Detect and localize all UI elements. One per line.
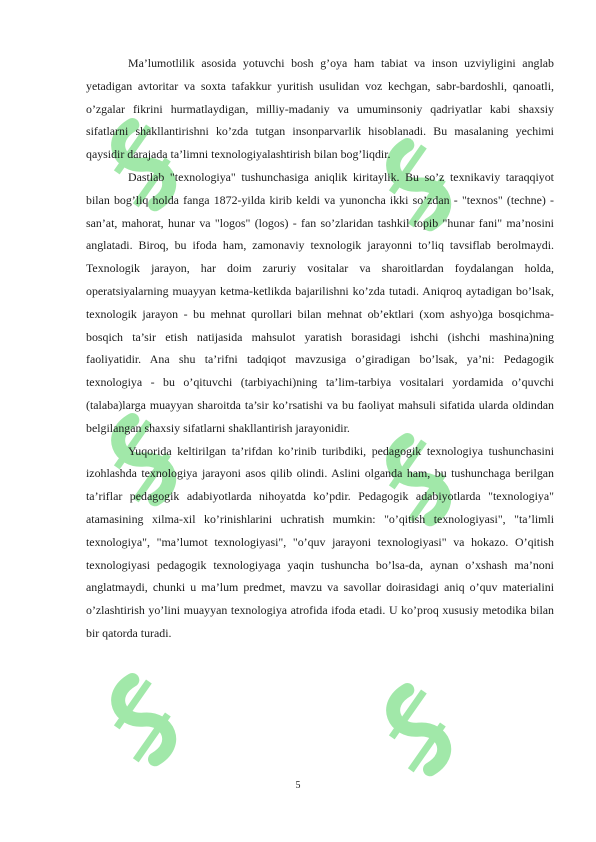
watermark-icon bbox=[374, 682, 461, 778]
paragraph: Dastlab "texnologiya" tushunchasiga aniqlik kiritaylik. Bu so’z texnikaviy taraqqiyot bilan bog’liq holda fanga 1872-yilda kirib keldi va yunoncha ikki so’zdan - "texnos" (techne) - san’at, mahorat, hunar va "logos" (logos) - fan so’zlaridan tashkil topib "hunar fani" ma’nosini anglatadi. Biroq, bu ifoda ham, zamonaviy texnologik jarayonni to’liq tavsiflab berolmaydi. Texnologik jarayon, har doim zaruriy vositalar va sharoitlardan foydalangan holda, operatsiyalarning muayyan ketma-ketlikda bajarilishni ko’zda tutadi. Aniqroq aytadigan bo’lsak, texnologik jarayon - bu mehnat qurollari bilan mehnat ob’ektlari (xom ashyo)ga bosqichma-bosqich ta’sir etish natijasida mahsulot yaratish borasidagi ishchi (ishchi mashina)ning faoliyatidir. Ana shu ta’rifni tadqiqot mavzusiga o’giradigan bo’lsak, ya’ni: Pedagogik texnologiya - bu o’qituvchi (tarbiyachi)ning ta’lim-tarbiya vositalari yordamida o’quvchi (talaba)larga muayyan sharoitda ta’sir ko’rsatishi va bu faoliyat mahsuli sifatida ularda oldindan belgilangan shaxsiy sifatlarni shakllantirish jarayonidir. bbox=[86, 169, 554, 435]
paragraph: Yuqorida keltirilgan ta’rifdan ko’rinib turibdiki, pedagogik texnologiya tushunchasini izohlashda texnologiya jarayoni asos qilib olindi. Aslini olganda ham, bu tushunchaga berilgan ta’riflar pedagogik adabiyotlarda nihoyatda ko’pdir. Pedagogik adabiyotlarda "texnologiya" atamasining xilma-xil ko’rinishlarini uchratish mumkin: "o’qitish texnologiyasi", "ta’limli texnologiya", "ma’lumot texnologiyasi", "o’quv jarayoni texnologiyasi" va hokazo. O’qitish texnologiyasi pedagogik texnologiyaga yaqin tushuncha bo’lsa-da, aynan o’xshash ma’noni anglatmaydi, chunki u ma’lum predmet, mavzu va savollar doirasidagi aniq o’quv materialini o’zlashtirish yo’lini muayyan texnologiya atrofida ifoda etadi. U ko’proq xususiy metodika bilan bir qatorda turadi. bbox=[86, 443, 554, 640]
page-number: 5 bbox=[295, 780, 301, 791]
paragraph: Ma’lumotlilik asosida yotuvchi bosh g’oya ham tabiat va inson uzviyligini anglab yetadigan avtoritar va soxta tafakkur yuritish usulidan voz kechgan, sabr-bardoshli, qanoatli, o’zgalar fikrini hurmatlaydigan, milliy-madaniy va umuminsoniy qadriyatlar kabi shaxsiy sifatlarni shakllantirishni ko’zda tutgan insonparvarlik hisoblanadi. Bu masalaning yechimi qaysidir darajada ta’limni texnologiyalashtirish bilan bog’liqdir. bbox=[86, 56, 554, 162]
watermark-icon bbox=[99, 672, 186, 768]
document-body bbox=[86, 52, 554, 645]
